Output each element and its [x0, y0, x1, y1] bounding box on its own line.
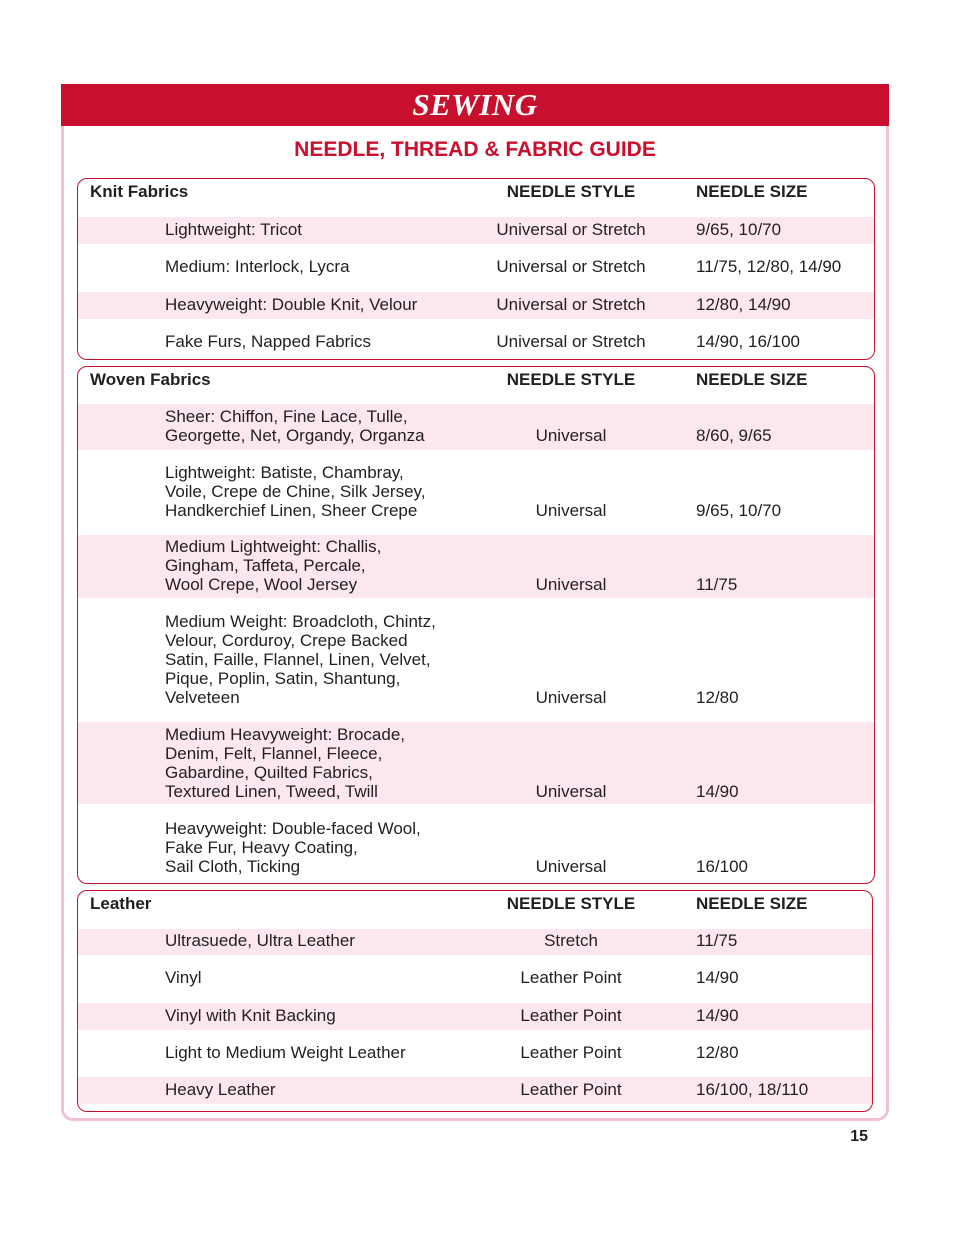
table-row [78, 535, 874, 598]
fabric-cell: Medium: Interlock, Lycra [165, 257, 350, 276]
needle-style-cell: Leather Point [520, 1006, 622, 1025]
table-row [78, 722, 874, 804]
needle-size-cell: 8/60, 9/65 [696, 426, 772, 445]
needle-style-cell: Universal [535, 782, 607, 801]
needle-size-cell: 14/90, 16/100 [696, 332, 800, 351]
needle-size-cell: 16/100 [696, 857, 748, 876]
category-label: Knit Fabrics [90, 182, 189, 201]
table-row [78, 1040, 872, 1067]
page-title: SEWING [412, 87, 538, 122]
table-row [78, 254, 874, 281]
table-row [78, 460, 874, 525]
woven-fabrics-table [77, 366, 875, 884]
table-row [78, 816, 874, 882]
needle-size-cell: 9/65, 10/70 [696, 501, 782, 520]
needle-size-cell: 12/80 [696, 688, 739, 707]
needle-size-cell: 11/75 [696, 931, 738, 950]
needle-size-cell: 11/75 [696, 575, 738, 594]
table-row [78, 929, 872, 955]
leather-table [77, 890, 873, 1112]
needle-size-cell: 9/65, 10/70 [696, 220, 782, 239]
table-row [78, 292, 874, 319]
page-number: 15 [850, 1128, 868, 1145]
guide-subtitle: NEEDLE, THREAD & FABRIC GUIDE [294, 138, 656, 161]
needle-style-cell: Stretch [544, 931, 598, 950]
needle-style-cell: Universal or Stretch [496, 220, 646, 239]
section-banner [61, 84, 889, 126]
table-row [78, 217, 874, 244]
table-row [78, 1077, 872, 1104]
needle-style-cell: Universal or Stretch [496, 295, 646, 314]
fabric-cell: Vinyl [165, 968, 202, 987]
table-header-row [78, 182, 874, 204]
needle-style-cell: Universal [535, 501, 607, 520]
needle-style-header: NEEDLE STYLE [506, 370, 636, 389]
needle-style-cell: Leather Point [520, 1043, 622, 1062]
needle-size-cell: 11/75, 12/80, 14/90 [696, 257, 842, 276]
needle-size-header: NEEDLE SIZE [696, 894, 808, 913]
fabric-cell: Heavyweight: Double Knit, Velour [165, 295, 418, 314]
fabric-cell: Vinyl with Knit Backing [165, 1006, 336, 1025]
needle-style-cell: Universal [535, 575, 607, 594]
fabric-cell: Medium Weight: Broadcloth, Chintz, Velour, Corduroy, Crepe Backed Satin, Faille, Flannel, Linen, Velvet, Pique, Poplin, Satin, Shantung, Velveteen [165, 612, 436, 707]
needle-size-cell: 16/100, 18/110 [696, 1080, 809, 1099]
needle-style-cell: Universal or Stretch [496, 257, 646, 276]
fabric-cell: Lightweight: Tricot [165, 220, 303, 239]
needle-style-cell: Leather Point [520, 968, 622, 987]
table-row [78, 610, 874, 712]
needle-size-cell: 12/80 [696, 1043, 739, 1062]
fabric-cell: Ultrasuede, Ultra Leather [165, 931, 355, 950]
table-row [78, 329, 874, 356]
fabric-cell: Sheer: Chiffon, Fine Lace, Tulle, Georgette, Net, Organdy, Organza [165, 407, 425, 445]
fabric-cell: Lightweight: Batiste, Chambray, Voile, Crepe de Chine, Silk Jersey, Handkerchief Linen, Sheer Crepe [165, 463, 426, 520]
needle-size-cell: 14/90 [696, 782, 739, 801]
fabric-cell: Fake Furs, Napped Fabrics [165, 332, 371, 351]
category-label: Woven Fabrics [90, 370, 211, 389]
needle-size-cell: 12/80, 14/90 [696, 295, 791, 314]
fabric-cell: Heavyweight: Double-faced Wool, Fake Fur, Heavy Coating, Sail Cloth, Ticking [165, 819, 421, 876]
category-label: Leather [90, 894, 152, 913]
needle-style-cell: Universal [535, 688, 607, 707]
table-row [78, 1003, 872, 1030]
needle-style-cell: Universal or Stretch [496, 332, 646, 351]
fabric-cell: Medium Lightweight: Challis, Gingham, Taffeta, Percale, Wool Crepe, Wool Jersey [165, 537, 382, 594]
fabric-cell: Heavy Leather [165, 1080, 276, 1099]
needle-size-header: NEEDLE SIZE [696, 182, 808, 201]
needle-size-header: NEEDLE SIZE [696, 370, 808, 389]
needle-style-header: NEEDLE STYLE [506, 182, 636, 201]
needle-style-cell: Leather Point [520, 1080, 622, 1099]
table-header-row [78, 894, 872, 916]
needle-style-header: NEEDLE STYLE [506, 894, 636, 913]
fabric-cell: Medium Heavyweight: Brocade, Denim, Felt, Flannel, Fleece, Gabardine, Quilted Fabrics, Textured Linen, Tweed, Twill [165, 725, 406, 801]
table-row [78, 966, 872, 993]
fabric-cell: Light to Medium Weight Leather [165, 1043, 406, 1062]
needle-size-cell: 14/90 [696, 1006, 739, 1025]
knit-fabrics-table [77, 178, 875, 360]
needle-style-cell: Universal [535, 426, 607, 445]
table-row [78, 404, 874, 450]
table-header-row [78, 370, 874, 392]
needle-size-cell: 14/90 [696, 968, 739, 987]
needle-style-cell: Universal [535, 857, 607, 876]
